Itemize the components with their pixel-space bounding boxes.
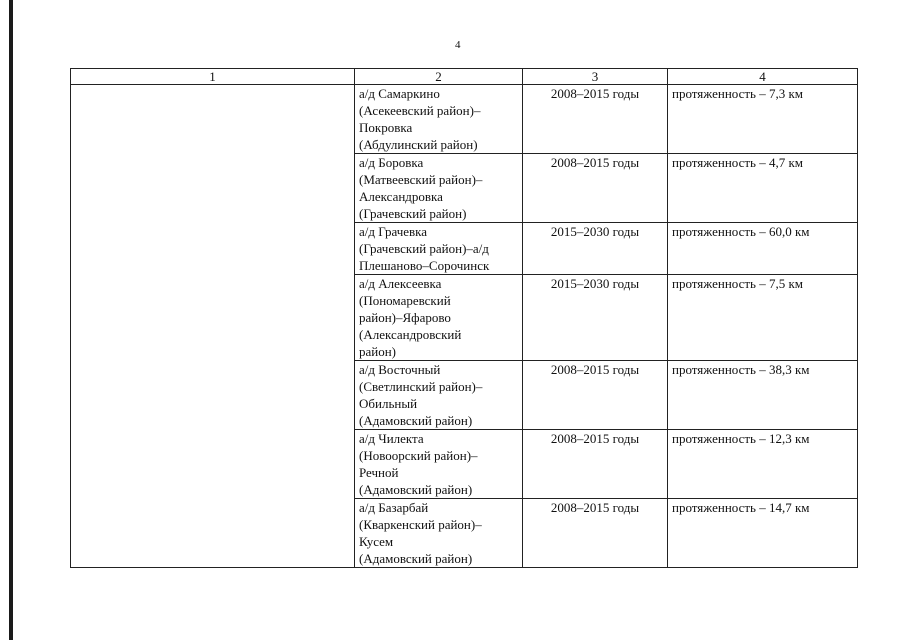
road-name-line: а/д Алексеевка bbox=[359, 276, 442, 291]
road-name-cell bbox=[355, 499, 523, 568]
period-cell: 2008–2015 годы bbox=[523, 499, 668, 568]
road-name-line: Покровка bbox=[359, 120, 413, 135]
length-cell: протяженность – 60,0 км bbox=[668, 223, 858, 275]
road-name-line: (Адамовский район) bbox=[359, 551, 473, 566]
road-name-line: (Асекеевский район)– bbox=[359, 103, 481, 118]
road-name-line: а/д Базарбай bbox=[359, 500, 429, 515]
period-cell: 2008–2015 годы bbox=[523, 361, 668, 430]
length-cell: протяженность – 38,3 км bbox=[668, 361, 858, 430]
road-name-line: (Александровский bbox=[359, 327, 462, 342]
road-name-line: (Светлинский район)– bbox=[359, 379, 483, 394]
column-header: 4 bbox=[668, 69, 858, 85]
page-number: 4 bbox=[455, 39, 461, 51]
period-cell: 2008–2015 годы bbox=[523, 85, 668, 154]
road-name-cell bbox=[355, 223, 523, 275]
road-name-line: (Пономаревский bbox=[359, 293, 451, 308]
table-body bbox=[71, 85, 858, 568]
length-cell: протяженность – 14,7 км bbox=[668, 499, 858, 568]
road-name-line: Плешаново–Сорочинск bbox=[359, 258, 490, 273]
road-name-cell bbox=[355, 430, 523, 499]
road-name-line: а/д Чилекта bbox=[359, 431, 424, 446]
road-name-cell bbox=[355, 275, 523, 361]
road-name-line: район)–Яфарово bbox=[359, 310, 451, 325]
road-name-cell bbox=[355, 154, 523, 223]
column-header: 3 bbox=[523, 69, 668, 85]
road-name-line: (Грачевский район) bbox=[359, 206, 467, 221]
length-cell: протяженность – 7,5 км bbox=[668, 275, 858, 361]
road-name-line: а/д Самаркино bbox=[359, 86, 440, 101]
road-name-line: а/д Грачевка bbox=[359, 224, 428, 239]
road-name-cell bbox=[355, 361, 523, 430]
road-name-line: (Адамовский район) bbox=[359, 413, 473, 428]
scan-left-edge bbox=[9, 0, 13, 640]
road-name-line: район) bbox=[359, 344, 397, 359]
length-cell: протяженность – 12,3 км bbox=[668, 430, 858, 499]
period-cell: 2008–2015 годы bbox=[523, 430, 668, 499]
length-cell: протяженность – 4,7 км bbox=[668, 154, 858, 223]
road-name-line: Обильный bbox=[359, 396, 418, 411]
road-name-line: Речной bbox=[359, 465, 399, 480]
road-name-line: (Матвеевский район)– bbox=[359, 172, 483, 187]
road-name-line: (Адамовский район) bbox=[359, 482, 473, 497]
road-name-line: (Новоорский район)– bbox=[359, 448, 478, 463]
empty-column-1-cell bbox=[71, 85, 355, 568]
road-name-line: а/д Восточный bbox=[359, 362, 441, 377]
period-cell: 2008–2015 годы bbox=[523, 154, 668, 223]
length-cell: протяженность – 7,3 км bbox=[668, 85, 858, 154]
table-header-row bbox=[71, 69, 858, 85]
table-row bbox=[71, 85, 858, 154]
column-header: 2 bbox=[355, 69, 523, 85]
road-name-line: Кусем bbox=[359, 534, 394, 549]
road-name-line: Александровка bbox=[359, 189, 443, 204]
column-header: 1 bbox=[71, 69, 355, 85]
road-name-line: (Абдулинский район) bbox=[359, 137, 478, 152]
road-name-line: а/д Боровка bbox=[359, 155, 424, 170]
period-cell: 2015–2030 годы bbox=[523, 223, 668, 275]
road-name-line: (Кваркенский район)– bbox=[359, 517, 482, 532]
road-name-cell bbox=[355, 85, 523, 154]
road-name-line: (Грачевский район)–а/д bbox=[359, 241, 489, 256]
road-table bbox=[70, 68, 858, 568]
period-cell: 2015–2030 годы bbox=[523, 275, 668, 361]
